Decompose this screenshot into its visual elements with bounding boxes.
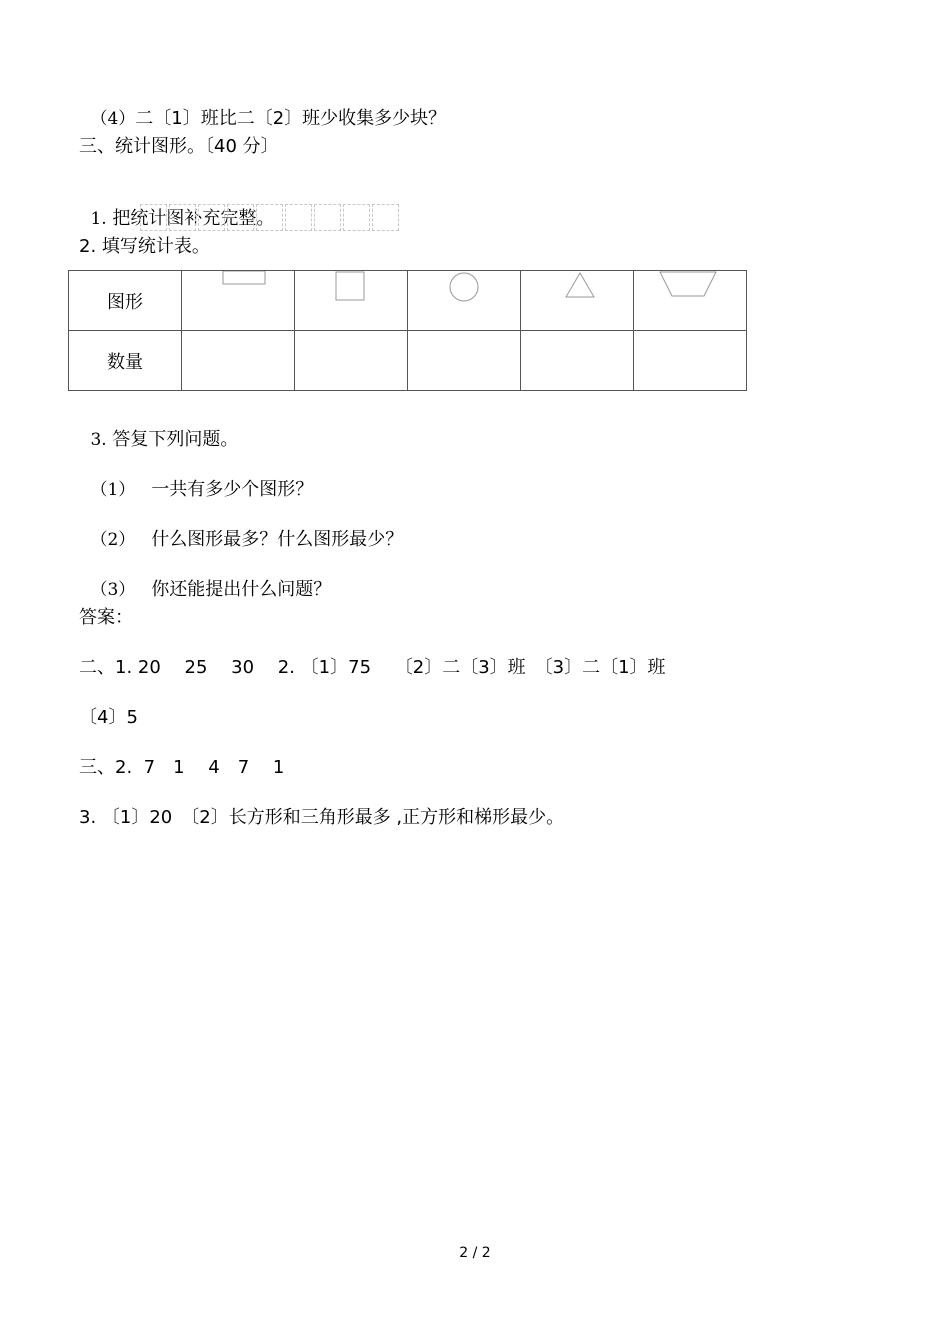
answer-section-2-cont: 〔4〕5 xyxy=(79,707,138,728)
table-row-shapes xyxy=(69,271,747,331)
grid-cell xyxy=(140,204,167,231)
count-cell xyxy=(521,331,634,391)
cell-triangle xyxy=(521,271,634,331)
sub-question-2-text: 什么图形最多？什么图形最少？ xyxy=(151,529,404,550)
rectangle-icon xyxy=(182,271,294,330)
grid-cell xyxy=(227,204,254,231)
count-cell xyxy=(634,331,747,391)
answer-section-3-cont: 3. 〔1〕20 〔2〕长方形和三角形最多 ,正方形和梯形最少。 xyxy=(79,807,565,828)
grid-cell xyxy=(314,204,341,231)
circle-icon xyxy=(408,271,520,330)
item-3-number: 3. xyxy=(90,430,107,450)
cell-rectangle xyxy=(182,271,295,331)
section-3-heading: 三、统计图形。〔40 分〕 xyxy=(79,136,279,157)
sub-question-2 xyxy=(79,507,403,551)
row-label-counts: 数量 xyxy=(69,331,182,391)
count-cell xyxy=(408,331,521,391)
grid-cell xyxy=(372,204,399,231)
question-4-text: 二〔1〕班比二〔2〕班少收集多少块？ xyxy=(135,108,447,129)
row-label-shapes: 图形 xyxy=(69,271,182,331)
item-1-number: 1. xyxy=(90,209,107,229)
square-icon xyxy=(295,271,407,330)
sub-question-3-number: （3） xyxy=(90,580,136,600)
sub-question-1 xyxy=(79,457,313,501)
triangle-icon xyxy=(521,271,633,330)
grid-cell xyxy=(169,204,196,231)
item-3-text: 答复下列问题。 xyxy=(112,429,239,450)
count-cell xyxy=(182,331,295,391)
item-1-text: 把统计图补充完整。 xyxy=(112,208,275,229)
sub-question-3 xyxy=(79,557,331,601)
question-4 xyxy=(79,86,446,130)
answer-title: 答案： xyxy=(79,607,133,628)
grid-cell xyxy=(343,204,370,231)
sub-question-1-text: 一共有多少个图形？ xyxy=(151,479,314,500)
grid-cell xyxy=(198,204,225,231)
item-3 xyxy=(79,407,238,451)
grid-cell xyxy=(285,204,312,231)
page-number: 2 / 2 xyxy=(459,1245,491,1261)
grid-cell xyxy=(256,204,283,231)
answer-section-3: 三、2. 7 1 4 7 1 xyxy=(79,757,285,778)
sub-question-2-number: （2） xyxy=(90,530,136,550)
item-2: 2. 填写统计表。 xyxy=(79,236,210,257)
answer-section-2: 二、1. 20 25 30 2. 〔1〕75 〔2〕二〔3〕班 〔3〕二〔1〕班 xyxy=(79,657,666,678)
count-cell xyxy=(295,331,408,391)
dashed-chart-grid xyxy=(140,204,401,231)
cell-circle xyxy=(408,271,521,331)
sub-question-1-number: （1） xyxy=(90,480,136,500)
question-4-number: （4） xyxy=(90,109,136,129)
trapezoid-icon xyxy=(634,271,746,330)
cell-square xyxy=(295,271,408,331)
statistics-table xyxy=(68,270,747,391)
table-row-counts xyxy=(69,331,747,391)
cell-trapezoid xyxy=(634,271,747,331)
sub-question-3-text: 你还能提出什么问题？ xyxy=(151,579,332,600)
